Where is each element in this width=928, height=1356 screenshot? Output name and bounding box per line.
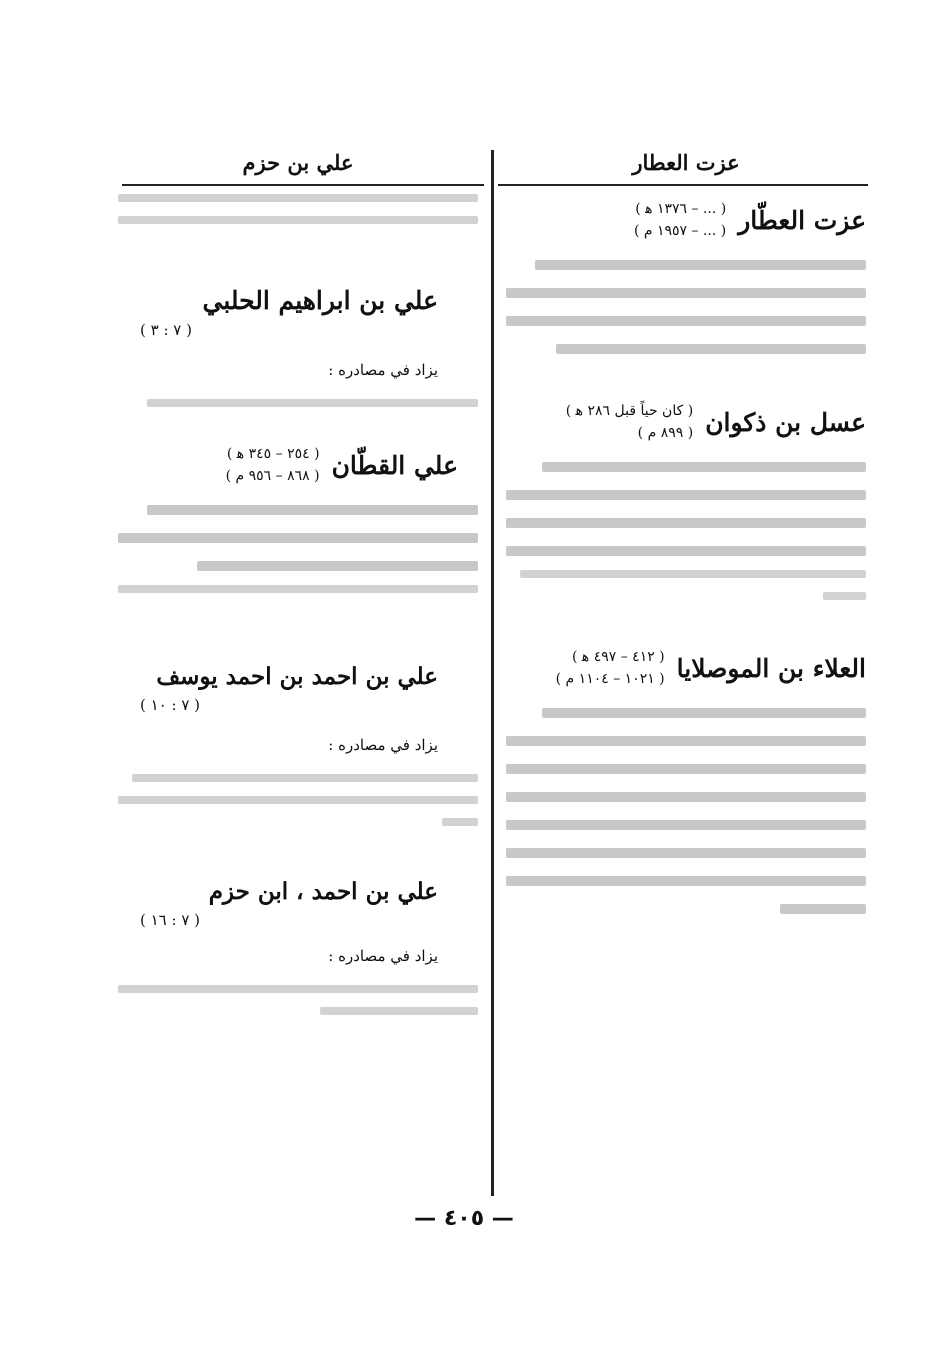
entry-izzat-al-attar [506, 198, 866, 354]
entry-al-ala-bin-al-mawsilaya [506, 646, 866, 914]
entry-sources-placeholder [118, 774, 478, 826]
dates-gregorian: ( ... – ١٩٥٧ م ) [633, 223, 727, 239]
entry-body-placeholder [118, 505, 478, 571]
entry-body-placeholder [506, 462, 866, 556]
entry-heading [118, 286, 478, 315]
entry-body-placeholder [506, 260, 866, 354]
column-divider [491, 150, 494, 1196]
right-column [506, 146, 866, 914]
dates-gregorian: ( ٨٦٨ – ٩٥٦ م ) [225, 468, 320, 484]
left-column [118, 146, 478, 1015]
entry-name: العلاء بن الموصلايا [676, 653, 866, 683]
entry-dates [566, 400, 693, 444]
page-number: — ٤٠٥ — [414, 1206, 514, 1231]
dates-hijri: ( ... – ١٣٧٦ ﻫ ) [635, 201, 727, 217]
entry-note: يزاد في مصادره : [328, 361, 438, 379]
dates-hijri: ( كان حياً قبل ٢٨٦ ﻫ ) [565, 403, 694, 419]
dates-hijri: ( ٤١٢ – ٤٩٧ ﻫ ) [571, 649, 665, 665]
entry-sources-placeholder [118, 985, 478, 1015]
entry-dates [226, 443, 320, 487]
entry-heading [506, 198, 866, 242]
entry-note: يزاد في مصادره : [328, 947, 438, 965]
entry-ali-bin-ahmad-ibn-hazm [118, 878, 478, 1015]
running-head-left: علي بن حزم [242, 150, 354, 175]
entry-name: علي بن ابراهيم الحلبي [202, 286, 438, 315]
entry-name: علي بن احمد ، ابن حزم [208, 878, 438, 905]
running-head-right: عزت العطار [632, 150, 740, 175]
entry-heading [506, 646, 866, 690]
entry-dates [556, 646, 665, 690]
entry-name: علي بن احمد بن احمد يوسف [156, 663, 438, 690]
entry-ref: ( ٧ : ٣ ) [140, 321, 192, 339]
dates-gregorian: ( ٨٩٩ م ) [637, 425, 694, 441]
entry-sources-placeholder [506, 570, 866, 600]
entry-ref: ( ٧ : ١٦ ) [140, 911, 201, 929]
entry-ref: ( ٧ : ١٠ ) [140, 696, 201, 714]
entry-sources-placeholder [118, 585, 478, 593]
entry-dates [634, 198, 726, 242]
continued-sources-placeholder [118, 194, 478, 224]
entry-heading [118, 443, 478, 487]
entry-heading [118, 878, 478, 905]
dates-gregorian: ( ١٠٢١ – ١١٠٤ م ) [555, 671, 665, 687]
entry-heading [506, 400, 866, 444]
entry-name: عسل بن ذكوان [705, 407, 866, 437]
entry-sources-placeholder [118, 399, 478, 407]
entry-heading [118, 663, 478, 690]
entry-ali-bin-ibrahim-al-halabi [118, 286, 478, 407]
entry-asal-bin-dhakwan [506, 400, 866, 600]
entry-ali-al-qattan [118, 443, 478, 593]
entry-name: علي القطّان [331, 450, 458, 480]
entry-ali-bin-ahmad-yusuf [118, 663, 478, 826]
entry-body-placeholder [506, 708, 866, 914]
entry-note: يزاد في مصادره : [328, 736, 438, 754]
entry-name: عزت العطّار [738, 205, 866, 235]
dates-hijri: ( ٢٥٤ – ٣٤٥ ﻫ ) [226, 446, 320, 462]
